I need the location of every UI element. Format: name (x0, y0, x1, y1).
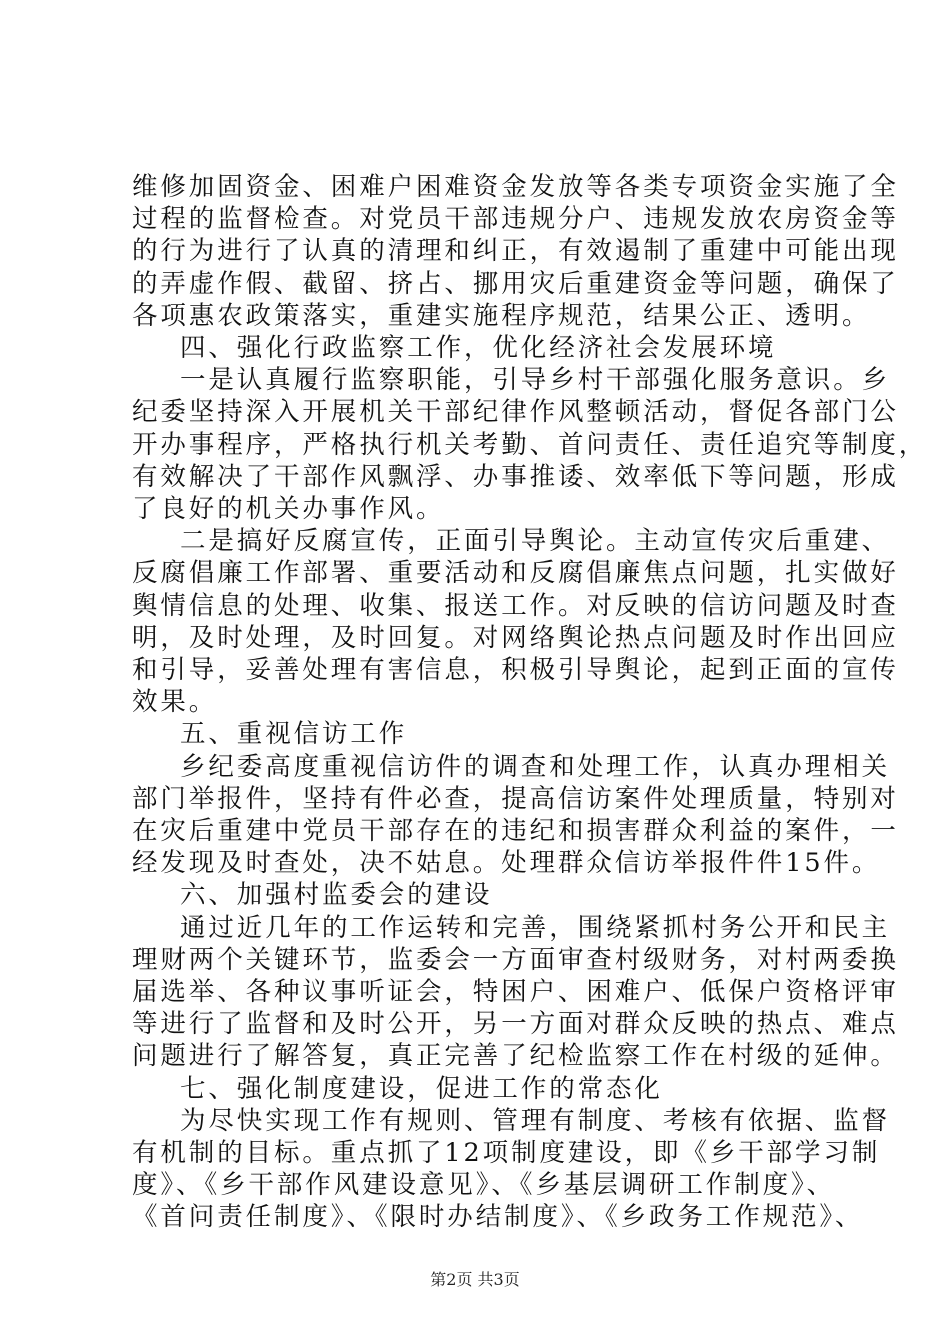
text-line: 明，及时处理，及时回复。对网络舆论热点问题及时作出回应 (132, 622, 899, 653)
text-line: 过程的监督检查。对党员干部违规分户、违规发放农房资金等 (132, 204, 899, 235)
text-line: 和引导，妥善处理有害信息，积极引导舆论，起到正面的宣传 (132, 655, 899, 685)
section-heading: 四、强化行政监察工作，优化经济社会发展环境 (180, 333, 777, 363)
text-line: 二是搞好反腐宣传，正面引导舆论。主动宣传灾后重建、 (180, 526, 891, 557)
text-line: 在灾后重建中党员干部存在的违纪和损害群众利益的案件，一 (132, 816, 899, 846)
text-line: 效果。 (132, 687, 218, 718)
text-line: 各项惠农政策落实，重建实施程序规范，结果公正、透明。 (132, 300, 871, 331)
section-heading: 六、加强村监委会的建设 (180, 880, 493, 911)
text-line: 的行为进行了认真的清理和纠正，有效遏制了重建中可能出现 (132, 236, 899, 267)
text-line: 届选举、各种议事听证会，特困户、困难户、低保户资格评审 (132, 977, 899, 1007)
section-heading: 七、强化制度建设，促进工作的常态化 (180, 1073, 663, 1104)
text-line: 有机制的目标。重点抓了12项制度建设，即《乡干部学习制 (132, 1138, 881, 1168)
section-heading: 五、重视信访工作 (180, 719, 408, 750)
text-line: 舆情信息的处理、收集、报送工作。对反映的信访问题及时查 (132, 590, 899, 621)
text-line: 乡纪委高度重视信访件的调查和处理工作，认真办理相关 (180, 751, 891, 782)
page-number-footer: 第2页 共3页 (430, 1270, 520, 1289)
text-line: 了良好的机关办事作风。 (132, 494, 445, 524)
text-line: 问题进行了解答复，真正完善了纪检监察工作在村级的延伸。 (132, 1041, 899, 1072)
text-line: 反腐倡廉工作部署、重要活动和反腐倡廉焦点问题，扎实做好 (132, 558, 899, 589)
text-line: 理财两个关键环节，监委会一方面审查村级财务，对村两委换 (132, 944, 899, 975)
text-line: 部门举报件，坚持有件必查，提高信访案件处理质量，特别对 (132, 783, 899, 814)
text-line: 一是认真履行监察职能，引导乡村干部强化服务意识。乡 (180, 365, 891, 396)
text-line: 维修加固资金、困难户困难资金发放等各类专项资金实施了全 (132, 172, 899, 202)
text-line: 《首问责任制度》、《限时办结制度》、《乡政务工作规范》、 (132, 1202, 864, 1233)
text-line: 度》、《乡干部作风建设意见》、《乡基层调研工作制度》、 (132, 1170, 836, 1201)
text-line: 为尽快实现工作有规则、管理有制度、考核有依据、监督 (180, 1105, 891, 1136)
text-line: 纪委坚持深入开展机关干部纪律作风整顿活动，督促各部门公 (132, 397, 899, 428)
text-line: 有效解决了干部作风飘浮、办事推诿、效率低下等问题，形成 (132, 461, 899, 492)
text-line: 经发现及时查处，决不姑息。处理群众信访举报件件15件。 (132, 848, 881, 879)
text-line: 开办事程序，严格执行机关考勤、首问责任、责任追究等制度， (132, 429, 928, 460)
text-line: 通过近几年的工作运转和完善，围绕紧抓村务公开和民主 (180, 912, 891, 943)
text-line: 等进行了监督和及时公开，另一方面对群众反映的热点、难点 (132, 1009, 899, 1040)
text-line: 的弄虚作假、截留、挤占、挪用灾后重建资金等问题，确保了 (132, 268, 899, 299)
